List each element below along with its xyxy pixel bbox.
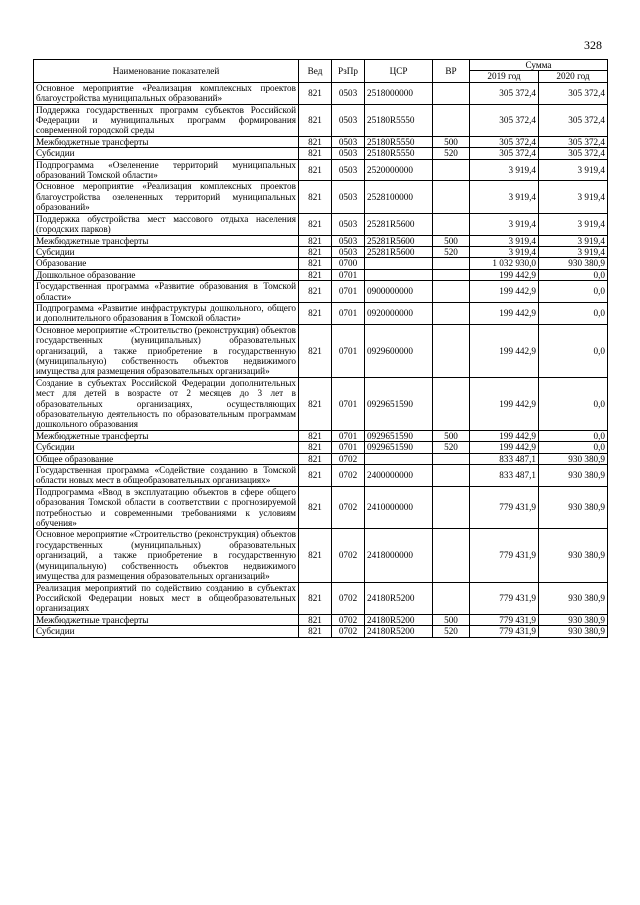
row-csr: 2410000000 <box>365 486 433 529</box>
row-sum-2020: 930 380,9 <box>539 529 608 582</box>
row-ved: 821 <box>299 269 332 280</box>
table-row <box>34 181 608 213</box>
table-row <box>34 235 608 246</box>
table-row <box>34 246 608 257</box>
row-vr <box>433 181 470 213</box>
row-rzpr: 0702 <box>332 529 365 582</box>
row-ved: 821 <box>299 302 332 324</box>
row-sum-2020: 305 372,4 <box>539 136 608 147</box>
table-row <box>34 159 608 181</box>
row-vr: 500 <box>433 235 470 246</box>
row-ved: 821 <box>299 430 332 441</box>
header-rzpr: РзПр <box>332 60 365 83</box>
row-csr <box>365 453 433 464</box>
table-row <box>34 465 608 487</box>
row-sum-2019: 199 442,9 <box>470 442 539 453</box>
row-name: Основное мероприятие «Реализация комплексных проектов благоустройства озелененных территорий муниципальных образований» <box>34 181 299 213</box>
row-csr <box>365 269 433 280</box>
row-vr: 520 <box>433 246 470 257</box>
row-name: Субсидии <box>34 148 299 159</box>
row-sum-2019: 779 431,9 <box>470 582 539 614</box>
row-name: Межбюджетные трансферты <box>34 430 299 441</box>
row-name: Подпрограмма «Развитие инфраструктуры дошкольного, общего и дополнительного образования в Томской области» <box>34 302 299 324</box>
row-name: Поддержка государственных программ субъектов Российской Федерации и муниципальных программ формирования современной городской среды <box>34 104 299 136</box>
row-csr: 25281R5600 <box>365 235 433 246</box>
table-row <box>34 136 608 147</box>
row-csr: 25180R5550 <box>365 136 433 147</box>
row-name: Межбюджетные трансферты <box>34 614 299 625</box>
row-ved: 821 <box>299 626 332 637</box>
row-csr: 0929600000 <box>365 324 433 377</box>
row-sum-2020: 305 372,4 <box>539 148 608 159</box>
row-csr: 2520000000 <box>365 159 433 181</box>
row-ved: 821 <box>299 235 332 246</box>
row-sum-2020: 930 380,9 <box>539 453 608 464</box>
row-name: Межбюджетные трансферты <box>34 235 299 246</box>
row-rzpr: 0503 <box>332 104 365 136</box>
row-csr: 25180R5550 <box>365 148 433 159</box>
row-vr <box>433 453 470 464</box>
row-sum-2019: 779 431,9 <box>470 626 539 637</box>
row-name: Дошкольное образование <box>34 269 299 280</box>
row-name: Поддержка обустройства мест массового отдыха населения (городских парков) <box>34 213 299 235</box>
row-ved: 821 <box>299 159 332 181</box>
header-sum: Сумма <box>470 60 608 71</box>
row-sum-2020: 930 380,9 <box>539 465 608 487</box>
row-csr: 0920000000 <box>365 302 433 324</box>
row-sum-2020: 930 380,9 <box>539 258 608 269</box>
table-row <box>34 377 608 430</box>
row-csr: 25281R5600 <box>365 213 433 235</box>
row-ved: 821 <box>299 258 332 269</box>
row-sum-2019: 779 431,9 <box>470 614 539 625</box>
header-ved: Вед <box>299 60 332 83</box>
row-ved: 821 <box>299 582 332 614</box>
row-name: Подпрограмма «Озеленение территорий муниципальных образований Томской области» <box>34 159 299 181</box>
row-name: Основное мероприятие «Реализация комплексных проектов благоустройства муниципальных образований» <box>34 82 299 104</box>
row-sum-2019: 833 487,1 <box>470 465 539 487</box>
row-sum-2019: 199 442,9 <box>470 430 539 441</box>
row-vr <box>433 529 470 582</box>
table-row <box>34 430 608 441</box>
row-vr <box>433 82 470 104</box>
row-name: Государственная программа «Развитие образования в Томской области» <box>34 281 299 303</box>
page-number: 328 <box>584 38 602 52</box>
row-rzpr: 0702 <box>332 626 365 637</box>
row-vr: 500 <box>433 136 470 147</box>
row-name: Создание в субъектах Российской Федерации дополнительных мест для детей в возрасте от 2 месяцев до 3 лет в образовательных организациях, осуществляющих образовательную деятельность по образовательным программам дошкольного образования <box>34 377 299 430</box>
row-sum-2019: 833 487,1 <box>470 453 539 464</box>
row-csr: 0929651590 <box>365 377 433 430</box>
row-name: Субсидии <box>34 442 299 453</box>
table-row <box>34 258 608 269</box>
row-rzpr: 0503 <box>332 148 365 159</box>
row-rzpr: 0701 <box>332 377 365 430</box>
table-row <box>34 281 608 303</box>
row-sum-2020: 0,0 <box>539 442 608 453</box>
row-sum-2019: 199 442,9 <box>470 324 539 377</box>
row-sum-2019: 199 442,9 <box>470 302 539 324</box>
row-name: Субсидии <box>34 626 299 637</box>
header-name: Наименование показателей <box>34 60 299 83</box>
row-csr: 0929651590 <box>365 430 433 441</box>
row-csr: 24180R5200 <box>365 582 433 614</box>
row-sum-2020: 930 380,9 <box>539 614 608 625</box>
row-csr: 2418000000 <box>365 529 433 582</box>
row-ved: 821 <box>299 614 332 625</box>
row-csr <box>365 258 433 269</box>
header-year-2020: 2020 год <box>539 71 608 82</box>
budget-table <box>33 59 608 638</box>
row-vr <box>433 258 470 269</box>
row-sum-2020: 305 372,4 <box>539 82 608 104</box>
table-row <box>34 582 608 614</box>
row-vr <box>433 269 470 280</box>
row-rzpr: 0700 <box>332 258 365 269</box>
row-vr <box>433 486 470 529</box>
row-ved: 821 <box>299 529 332 582</box>
row-name: Основное мероприятие «Строительство (реконструкция) объектов государственных (муниципальных) образовательных организаций, а также приобретение в государственную (муниципальную) собственность объектов недвижимого имущества для размещения образовательных организаций» <box>34 529 299 582</box>
row-vr <box>433 324 470 377</box>
row-name: Подпрограмма «Ввод в эксплуатацию объектов в сфере общего образования Томской области в соответствии с прогнозируемой потребностью и современными требованиями к условиям обучения» <box>34 486 299 529</box>
row-sum-2020: 3 919,4 <box>539 235 608 246</box>
row-sum-2020: 305 372,4 <box>539 104 608 136</box>
row-csr: 2528100000 <box>365 181 433 213</box>
row-rzpr: 0701 <box>332 269 365 280</box>
row-rzpr: 0503 <box>332 235 365 246</box>
row-csr: 25281R5600 <box>365 246 433 257</box>
row-sum-2020: 0,0 <box>539 324 608 377</box>
row-ved: 821 <box>299 82 332 104</box>
row-sum-2020: 3 919,4 <box>539 181 608 213</box>
row-ved: 821 <box>299 486 332 529</box>
row-ved: 821 <box>299 442 332 453</box>
row-ved: 821 <box>299 465 332 487</box>
row-vr <box>433 281 470 303</box>
row-rzpr: 0503 <box>332 246 365 257</box>
row-rzpr: 0701 <box>332 430 365 441</box>
table-row <box>34 324 608 377</box>
table-row <box>34 614 608 625</box>
row-sum-2019: 199 442,9 <box>470 377 539 430</box>
row-name: Образование <box>34 258 299 269</box>
row-ved: 821 <box>299 213 332 235</box>
row-sum-2019: 305 372,4 <box>470 104 539 136</box>
table-row <box>34 82 608 104</box>
row-sum-2019: 779 431,9 <box>470 529 539 582</box>
row-vr: 500 <box>433 430 470 441</box>
row-rzpr: 0503 <box>332 159 365 181</box>
row-vr: 500 <box>433 614 470 625</box>
row-vr: 520 <box>433 442 470 453</box>
row-csr: 2400000000 <box>365 465 433 487</box>
row-sum-2020: 3 919,4 <box>539 213 608 235</box>
row-rzpr: 0702 <box>332 614 365 625</box>
table-row <box>34 269 608 280</box>
row-rzpr: 0701 <box>332 442 365 453</box>
row-vr: 520 <box>433 148 470 159</box>
row-sum-2020: 930 380,9 <box>539 486 608 529</box>
row-ved: 821 <box>299 453 332 464</box>
row-sum-2019: 1 032 930,0 <box>470 258 539 269</box>
row-vr <box>433 465 470 487</box>
row-rzpr: 0701 <box>332 324 365 377</box>
row-name: Государственная программа «Содействие созданию в Томской области новых мест в общеобразовательных организациях» <box>34 465 299 487</box>
row-vr <box>433 159 470 181</box>
row-rzpr: 0702 <box>332 582 365 614</box>
row-rzpr: 0701 <box>332 302 365 324</box>
header-year-2019: 2019 год <box>470 71 539 82</box>
row-sum-2019: 779 431,9 <box>470 486 539 529</box>
row-name: Субсидии <box>34 246 299 257</box>
table-row <box>34 626 608 637</box>
row-ved: 821 <box>299 246 332 257</box>
row-csr: 0929651590 <box>365 442 433 453</box>
header-csr: ЦСР <box>365 60 433 83</box>
row-sum-2019: 3 919,4 <box>470 246 539 257</box>
row-vr <box>433 104 470 136</box>
row-vr <box>433 582 470 614</box>
row-sum-2020: 3 919,4 <box>539 159 608 181</box>
row-sum-2020: 930 380,9 <box>539 626 608 637</box>
row-ved: 821 <box>299 148 332 159</box>
row-csr: 24180R5200 <box>365 614 433 625</box>
table-row <box>34 148 608 159</box>
row-sum-2019: 3 919,4 <box>470 213 539 235</box>
row-name: Реализация мероприятий по содействию созданию в субъектах Российской Федерации новых мест в общеобразовательных организациях <box>34 582 299 614</box>
header-vr: ВР <box>433 60 470 83</box>
row-vr <box>433 302 470 324</box>
row-vr: 520 <box>433 626 470 637</box>
table-row <box>34 453 608 464</box>
row-vr <box>433 377 470 430</box>
row-sum-2020: 3 919,4 <box>539 246 608 257</box>
row-vr <box>433 213 470 235</box>
row-sum-2019: 305 372,4 <box>470 148 539 159</box>
row-sum-2020: 0,0 <box>539 302 608 324</box>
row-csr: 24180R5200 <box>365 626 433 637</box>
row-rzpr: 0701 <box>332 281 365 303</box>
row-ved: 821 <box>299 281 332 303</box>
row-sum-2019: 199 442,9 <box>470 281 539 303</box>
row-sum-2019: 3 919,4 <box>470 181 539 213</box>
table-body <box>34 82 608 637</box>
row-sum-2020: 930 380,9 <box>539 582 608 614</box>
row-sum-2019: 199 442,9 <box>470 269 539 280</box>
row-csr: 25180R5550 <box>365 104 433 136</box>
row-sum-2020: 0,0 <box>539 281 608 303</box>
row-ved: 821 <box>299 324 332 377</box>
row-sum-2019: 305 372,4 <box>470 136 539 147</box>
row-sum-2019: 3 919,4 <box>470 159 539 181</box>
row-rzpr: 0503 <box>332 82 365 104</box>
row-name: Общее образование <box>34 453 299 464</box>
row-sum-2020: 0,0 <box>539 430 608 441</box>
row-csr: 2518000000 <box>365 82 433 104</box>
table-row <box>34 104 608 136</box>
table-row <box>34 529 608 582</box>
row-name: Межбюджетные трансферты <box>34 136 299 147</box>
row-rzpr: 0702 <box>332 453 365 464</box>
row-ved: 821 <box>299 104 332 136</box>
row-sum-2019: 3 919,4 <box>470 235 539 246</box>
row-sum-2020: 0,0 <box>539 269 608 280</box>
row-sum-2019: 305 372,4 <box>470 82 539 104</box>
row-ved: 821 <box>299 136 332 147</box>
row-rzpr: 0503 <box>332 136 365 147</box>
table-row <box>34 213 608 235</box>
row-name: Основное мероприятие «Строительство (реконструкция) объектов государственных (муниципальных) образовательных организаций, а также приобретение в государственную (муниципальную) собственность объектов недвижимого имущества для размещения образовательных организаций» <box>34 324 299 377</box>
row-ved: 821 <box>299 181 332 213</box>
row-rzpr: 0702 <box>332 486 365 529</box>
row-csr: 0900000000 <box>365 281 433 303</box>
row-rzpr: 0702 <box>332 465 365 487</box>
table-row <box>34 486 608 529</box>
row-rzpr: 0503 <box>332 213 365 235</box>
table-row <box>34 442 608 453</box>
table-row <box>34 302 608 324</box>
row-rzpr: 0503 <box>332 181 365 213</box>
row-ved: 821 <box>299 377 332 430</box>
row-sum-2020: 0,0 <box>539 377 608 430</box>
